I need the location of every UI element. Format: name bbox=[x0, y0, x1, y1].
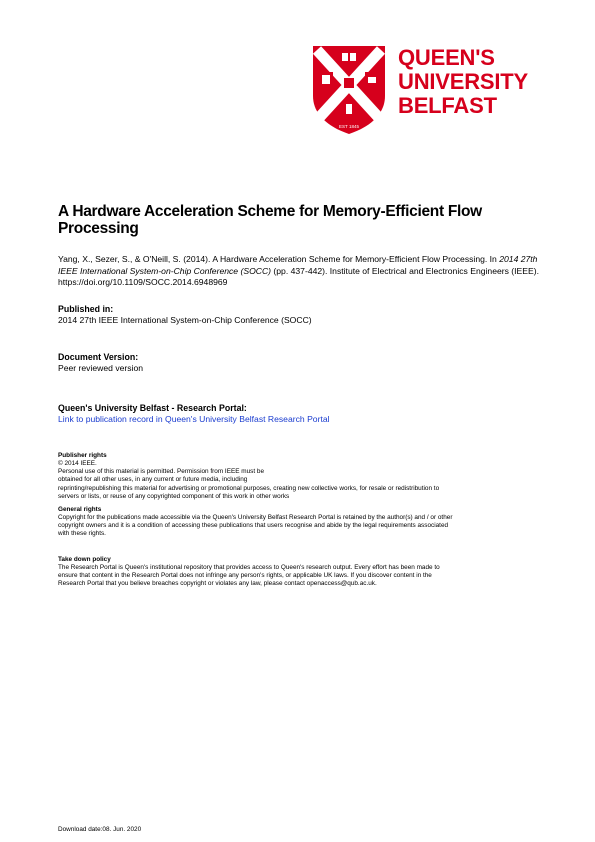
publication-record-link[interactable]: Link to publication record in Queen's University Belfast Research Portal bbox=[58, 414, 330, 424]
publisher-rights-line: © 2014 IEEE. bbox=[58, 460, 97, 467]
general-rights-heading: General rights bbox=[58, 506, 102, 513]
published-in-heading: Published in: bbox=[58, 304, 114, 314]
publisher-rights-line: Personal use of this material is permitted. Permission from IEEE must be bbox=[58, 468, 264, 476]
svg-text:EST 1845: EST 1845 bbox=[339, 124, 359, 129]
logo-line-university: UNIVERSITY bbox=[398, 69, 529, 94]
publisher-rights-line: reprinting/republishing this material for advertising or promotional purposes, creating new collective works, for resale or redistribution to bbox=[58, 484, 440, 492]
take-down-line: The Research Portal is Queen's institutional repository that provides access to Queen's research output. Every effort has been made to bbox=[58, 564, 440, 571]
citation-authors: Yang, X., Sezer, S., & O'Neill, S. (2014). A Hardware Acceleration Scheme for Memory-Efficient Flow Processing. In bbox=[58, 254, 500, 264]
download-date: Download date:08. Jun. 2020 bbox=[58, 826, 142, 833]
logo-line-queens: QUEEN'S bbox=[398, 45, 495, 70]
university-crest-logo bbox=[311, 44, 387, 136]
research-portal-heading: Queen's University Belfast - Research Portal: bbox=[58, 403, 247, 413]
take-down-line: ensure that content in the Research Portal does not infringe any person's rights, or applicable UK laws. If you discover content in the bbox=[58, 572, 432, 580]
publisher-rights-line: servers or lists, or reuse of any copyrighted component of this work in other works bbox=[58, 492, 290, 500]
publisher-rights-text bbox=[58, 460, 548, 501]
citation-rest: (pp. 437-442). Institute of Electrical and Electronics Engineers (IEEE). https://doi.org/10.1109/SOCC.2014.6948969 bbox=[58, 265, 539, 287]
take-down-line: Research Portal that you believe breaches copyright or violates any law, please contact openaccess@qub.ac.uk. bbox=[58, 580, 377, 588]
published-in-value: 2014 27th IEEE International System-on-Chip Conference (SOCC) bbox=[58, 315, 312, 325]
general-rights-line: Copyright for the publications made accessible via the Queen's University Belfast Research Portal is retained by the author(s) and / or other bbox=[58, 514, 453, 521]
general-rights-line: with these rights. bbox=[58, 530, 106, 538]
take-down-heading: Take down policy bbox=[58, 556, 111, 563]
general-rights-text bbox=[58, 514, 548, 539]
take-down-text bbox=[58, 564, 548, 589]
document-version-value: Peer reviewed version bbox=[58, 363, 144, 373]
document-version-heading: Document Version: bbox=[58, 352, 139, 362]
document-title: A Hardware Acceleration Scheme for Memory-Efficient Flow Processing bbox=[58, 203, 482, 237]
citation-venue: 2014 27th IEEE International System-on-Chip Conference (SOCC) bbox=[58, 254, 538, 276]
publisher-rights-heading: Publisher rights bbox=[58, 452, 107, 459]
publisher-rights-line: obtained for all other uses, in any current or future media, including bbox=[58, 476, 248, 484]
citation bbox=[58, 254, 548, 289]
general-rights-line: copyright owners and it is a condition of accessing these publications that users recognise and abide by the legal requirements associated bbox=[58, 522, 449, 530]
logo-line-belfast: BELFAST bbox=[398, 93, 497, 118]
